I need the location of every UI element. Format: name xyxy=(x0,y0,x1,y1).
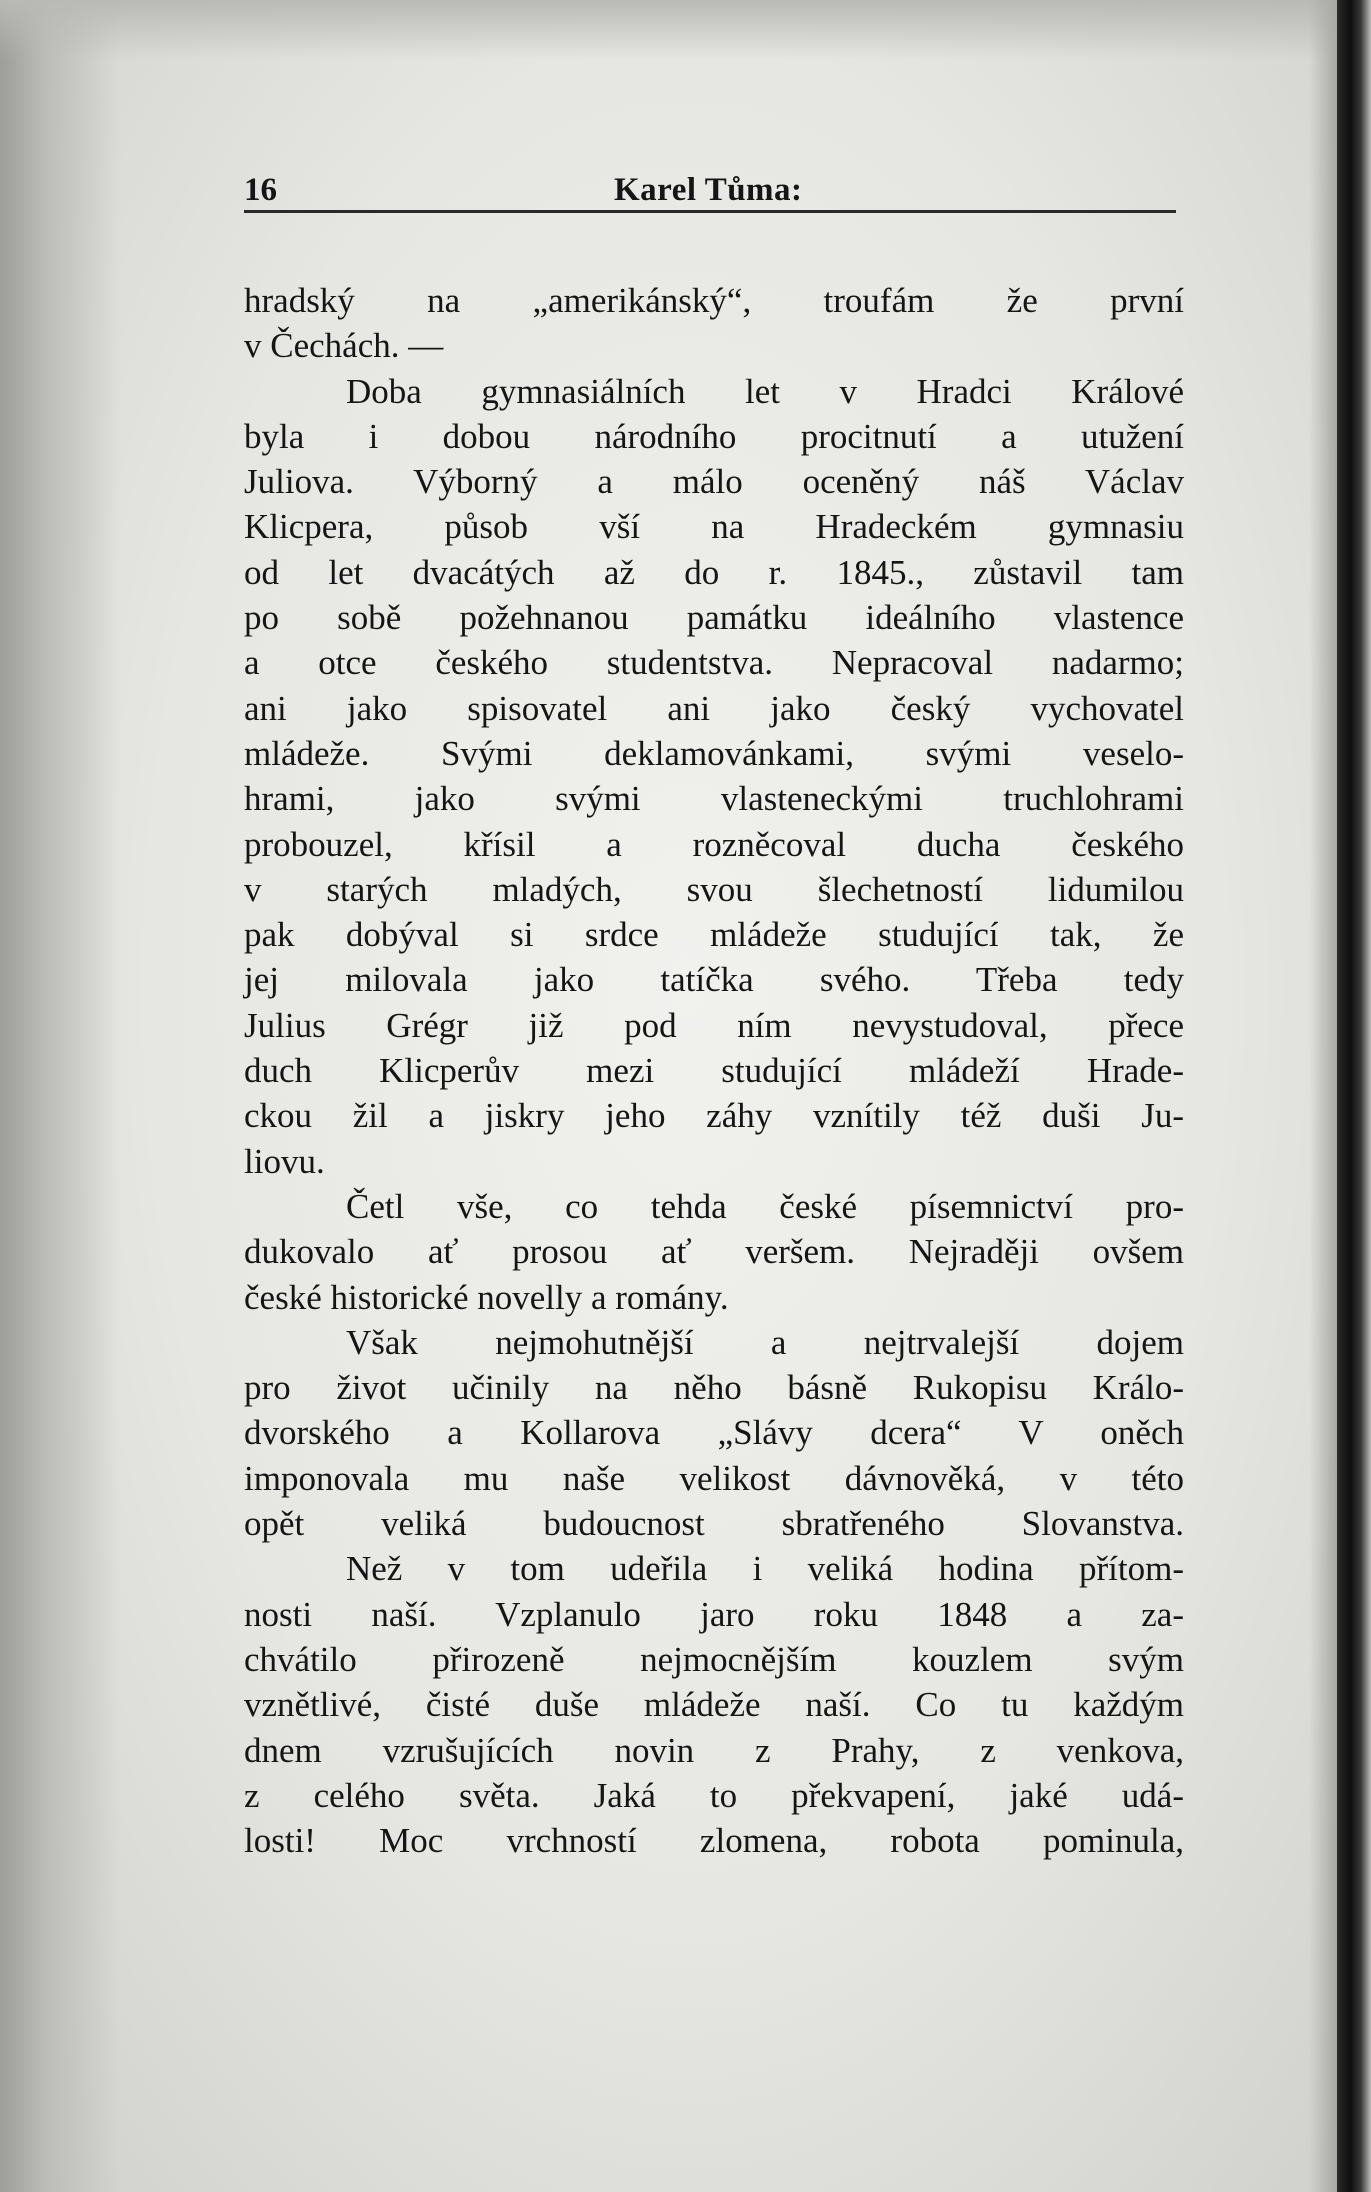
text-line: hradský na „amerikánský“, troufám že první xyxy=(244,281,1184,320)
text-line: vznětlivé, čisté duše mládeže naší. Co tu každým xyxy=(244,1685,1184,1725)
text-line: Klicpera, působ vší na Hradeckém gymnasiu xyxy=(244,507,1184,547)
book-binding-edge xyxy=(1337,0,1371,2192)
text-line: Juliova. Výborný a málo oceněný náš Václav xyxy=(244,462,1184,502)
text-line: nosti naší. Vzplanulo jaro roku 1848 a za- xyxy=(244,1594,1184,1634)
text-line: od let dvacátých až do r. 1845., zůstavil tam xyxy=(244,552,1184,592)
text-line: dvorského a Kollarova „Slávy dcera“ V oněch xyxy=(244,1413,1184,1453)
text-line: ani jako spisovatel ani jako český vychovatel xyxy=(244,688,1184,728)
header-rule xyxy=(244,210,1176,213)
text-line: liovu. xyxy=(244,1141,325,1181)
text-line: pro život učinily na něho básně Rukopisu Králo- xyxy=(244,1368,1184,1408)
text-line: dukovalo ať prosou ať veršem. Nejraději ovšem xyxy=(244,1232,1184,1272)
text-line: pak dobýval si srdce mládeže studující tak, že xyxy=(244,915,1184,955)
page-number: 16 xyxy=(244,172,277,208)
scan-left-shadow xyxy=(0,0,120,2192)
text-line: probouzel, křísil a rozněcoval ducha českého xyxy=(244,824,1184,864)
text-line: dnem vzrušujících novin z Prahy, z venkova, xyxy=(244,1730,1184,1770)
text-line: imponovala mu naše velikost dávnověká, v této xyxy=(244,1458,1184,1498)
text-line: jej milovala jako tatíčka svého. Třeba tedy xyxy=(244,960,1184,1000)
text-line: v starých mladých, svou šlechetností lidumilou xyxy=(244,869,1184,909)
text-line: v Čechách. — xyxy=(244,326,444,366)
text-line: Než v tom udeřila i veliká hodina přítom- xyxy=(346,1549,1184,1589)
text-line: Julius Grégr již pod ním nevystudoval, přece xyxy=(244,1005,1184,1045)
text-line: opět veliká budoucnost sbratřeného Slovanstva. xyxy=(244,1504,1184,1544)
text-line: Však nejmohutnější a nejtrvalejší dojem xyxy=(346,1322,1184,1362)
scan-top-shadow xyxy=(0,0,1371,60)
text-line: Doba gymnasiálních let v Hradci Králové xyxy=(346,371,1184,411)
text-line: a otce českého studentstva. Nepracoval nadarmo; xyxy=(244,643,1184,683)
text-line: české historické novelly a romány. xyxy=(244,1277,729,1317)
page-header xyxy=(244,168,1176,212)
body-text xyxy=(244,278,1184,1863)
text-line: ckou žil a jiskry jeho záhy vznítily též duši Ju- xyxy=(244,1096,1184,1136)
text-line: mládeže. Svými deklamovánkami, svými veselo- xyxy=(244,733,1184,773)
text-line: losti! Moc vrchností zlomena, robota pominula, xyxy=(244,1821,1184,1861)
running-title: Karel Tůma: xyxy=(614,172,803,208)
text-line: hrami, jako svými vlasteneckými truchlohrami xyxy=(244,779,1184,819)
text-line: Četl vše, co tehda české písemnictví pro- xyxy=(346,1186,1184,1226)
text-line: chvátilo přirozeně nejmocnějším kouzlem svým xyxy=(244,1639,1184,1679)
text-line: byla i dobou národního procitnutí a utužení xyxy=(244,416,1184,456)
text-line: z celého světa. Jaká to překvapení, jaké udá- xyxy=(244,1775,1184,1815)
page-gutter-shadow xyxy=(1309,0,1337,2192)
text-line: po sobě požehnanou památku ideálního vlastence xyxy=(244,598,1184,638)
text-line: duch Klicperův mezi studující mládeží Hrade- xyxy=(244,1051,1184,1091)
